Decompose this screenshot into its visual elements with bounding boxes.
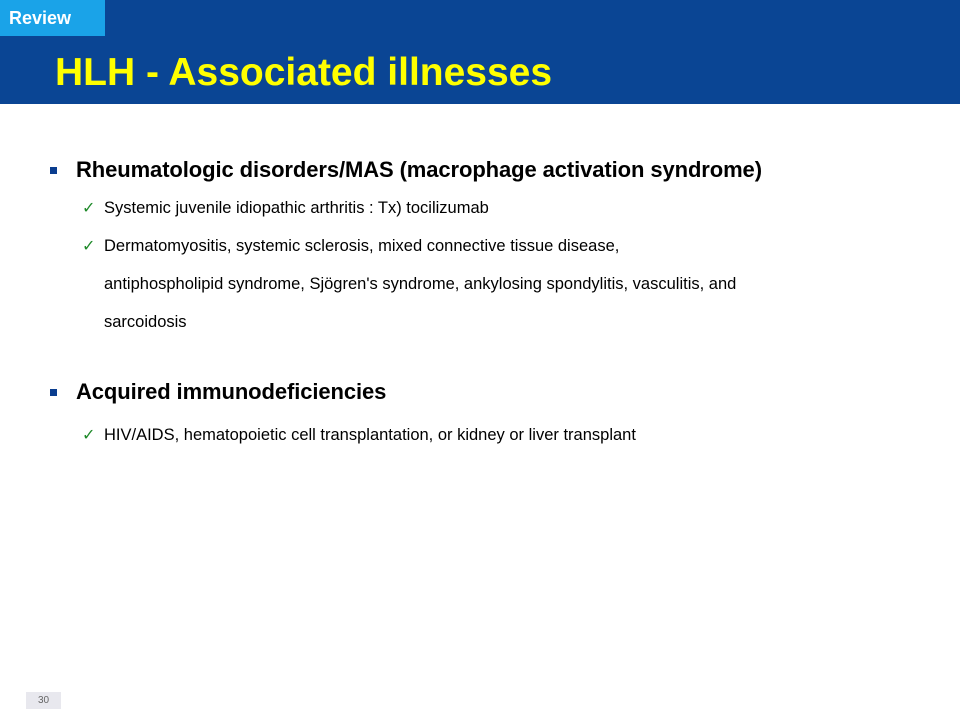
section-heading-text: Acquired immunodeficiencies [76, 379, 387, 404]
section-heading-rheumatologic [50, 157, 930, 183]
list-item-text-continued: sarcoidosis [104, 313, 187, 331]
list-item-text-continued: antiphospholipid syndrome, Sjögren's syndrome, ankylosing spondylitis, vasculitis, and [104, 275, 737, 293]
list-item [82, 198, 882, 218]
slide-title: HLH - Associated illnesses [55, 51, 553, 94]
checkmark-icon: ✓ [82, 236, 96, 255]
section-heading-immunodeficiencies [50, 379, 930, 405]
review-tag: Review [0, 0, 105, 36]
square-bullet-icon [50, 167, 57, 174]
section-heading-text: Rheumatologic disorders/MAS (macrophage activation syndrome) [76, 157, 762, 182]
page-number: 30 [26, 692, 61, 709]
list-item-text: Dermatomyositis, systemic sclerosis, mixed connective tissue disease, [104, 237, 620, 255]
checkmark-icon: ✓ [82, 198, 96, 217]
list-item [82, 236, 882, 332]
list-item-text: HIV/AIDS, hematopoietic cell transplantation, or kidney or liver transplant [104, 426, 636, 444]
list-item [82, 425, 882, 445]
square-bullet-icon [50, 389, 57, 396]
list-item-text: Systemic juvenile idiopathic arthritis : Tx) tocilizumab [104, 199, 489, 217]
checkmark-icon: ✓ [82, 425, 96, 444]
